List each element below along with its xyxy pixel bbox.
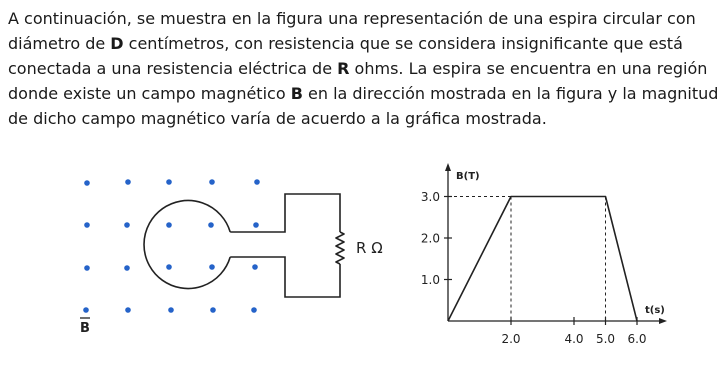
resistance-symbol: R — [337, 59, 350, 78]
field-dot — [209, 264, 215, 270]
text-part-1: A continuación, se muestra en la figura una representación de una espira circular con diámetro de — [8, 9, 696, 53]
field-dot — [251, 307, 257, 313]
field-dot — [166, 264, 172, 270]
x-tick-label: 6.0 — [627, 332, 647, 346]
field-label: B — [80, 321, 90, 336]
field-dot — [84, 222, 90, 228]
circular-loop-wire — [144, 201, 230, 289]
y-tick-label: 1.0 — [420, 273, 440, 287]
field-dot — [166, 179, 172, 185]
circuit-diagram — [80, 179, 383, 336]
field-dot — [168, 307, 174, 313]
text-part-2: centímetros, con resistencia que se considera insignificante que está conectada a una resistencia eléctrica de — [8, 34, 683, 78]
x-axis-arrow — [659, 318, 667, 324]
problem-statement — [8, 6, 722, 131]
text-part-3: ohms. La espira se encuentra en una región donde existe un campo magnético — [8, 59, 708, 103]
field-dots — [83, 179, 260, 313]
field-dot — [208, 222, 214, 228]
field-dot — [125, 307, 131, 313]
field-dot — [84, 265, 90, 271]
field-dot — [253, 222, 259, 228]
field-symbol: B — [290, 84, 303, 103]
x-tick-label: 4.0 — [564, 332, 584, 346]
y-axis-arrow — [445, 163, 451, 171]
y-tick-label: 2.0 — [420, 231, 440, 246]
field-dot — [166, 222, 172, 228]
y-axis-label: B(T) — [456, 171, 480, 182]
resistor-label: R Ω — [356, 239, 383, 257]
series-line — [448, 197, 637, 322]
lower-lead-wire — [230, 257, 340, 297]
field-dot — [83, 307, 89, 313]
field-dot — [254, 179, 260, 185]
y-tick-label: 3.0 — [420, 190, 440, 204]
field-dot — [209, 179, 215, 185]
text-part-4: en la dirección mostrada en la figura y la magnitud de dicho campo magnético varía de acuerdo a la gráfica mostrada. — [8, 84, 719, 128]
x-tick-label: 5.0 — [595, 332, 616, 346]
x-axis-label: t(s) — [645, 305, 665, 316]
field-dot — [124, 265, 130, 271]
diameter-symbol: D — [110, 34, 124, 53]
field-dot — [124, 222, 130, 228]
field-dot — [84, 180, 90, 186]
resistor-symbol — [336, 232, 344, 264]
field-dot — [125, 179, 131, 185]
figure — [0, 150, 728, 373]
field-dot — [252, 264, 258, 270]
b-vs-t-graph — [421, 163, 667, 346]
x-tick-label: 2.0 — [501, 332, 521, 346]
upper-lead-wire — [230, 194, 340, 232]
field-dot — [210, 307, 216, 313]
chart-marks — [421, 190, 647, 346]
